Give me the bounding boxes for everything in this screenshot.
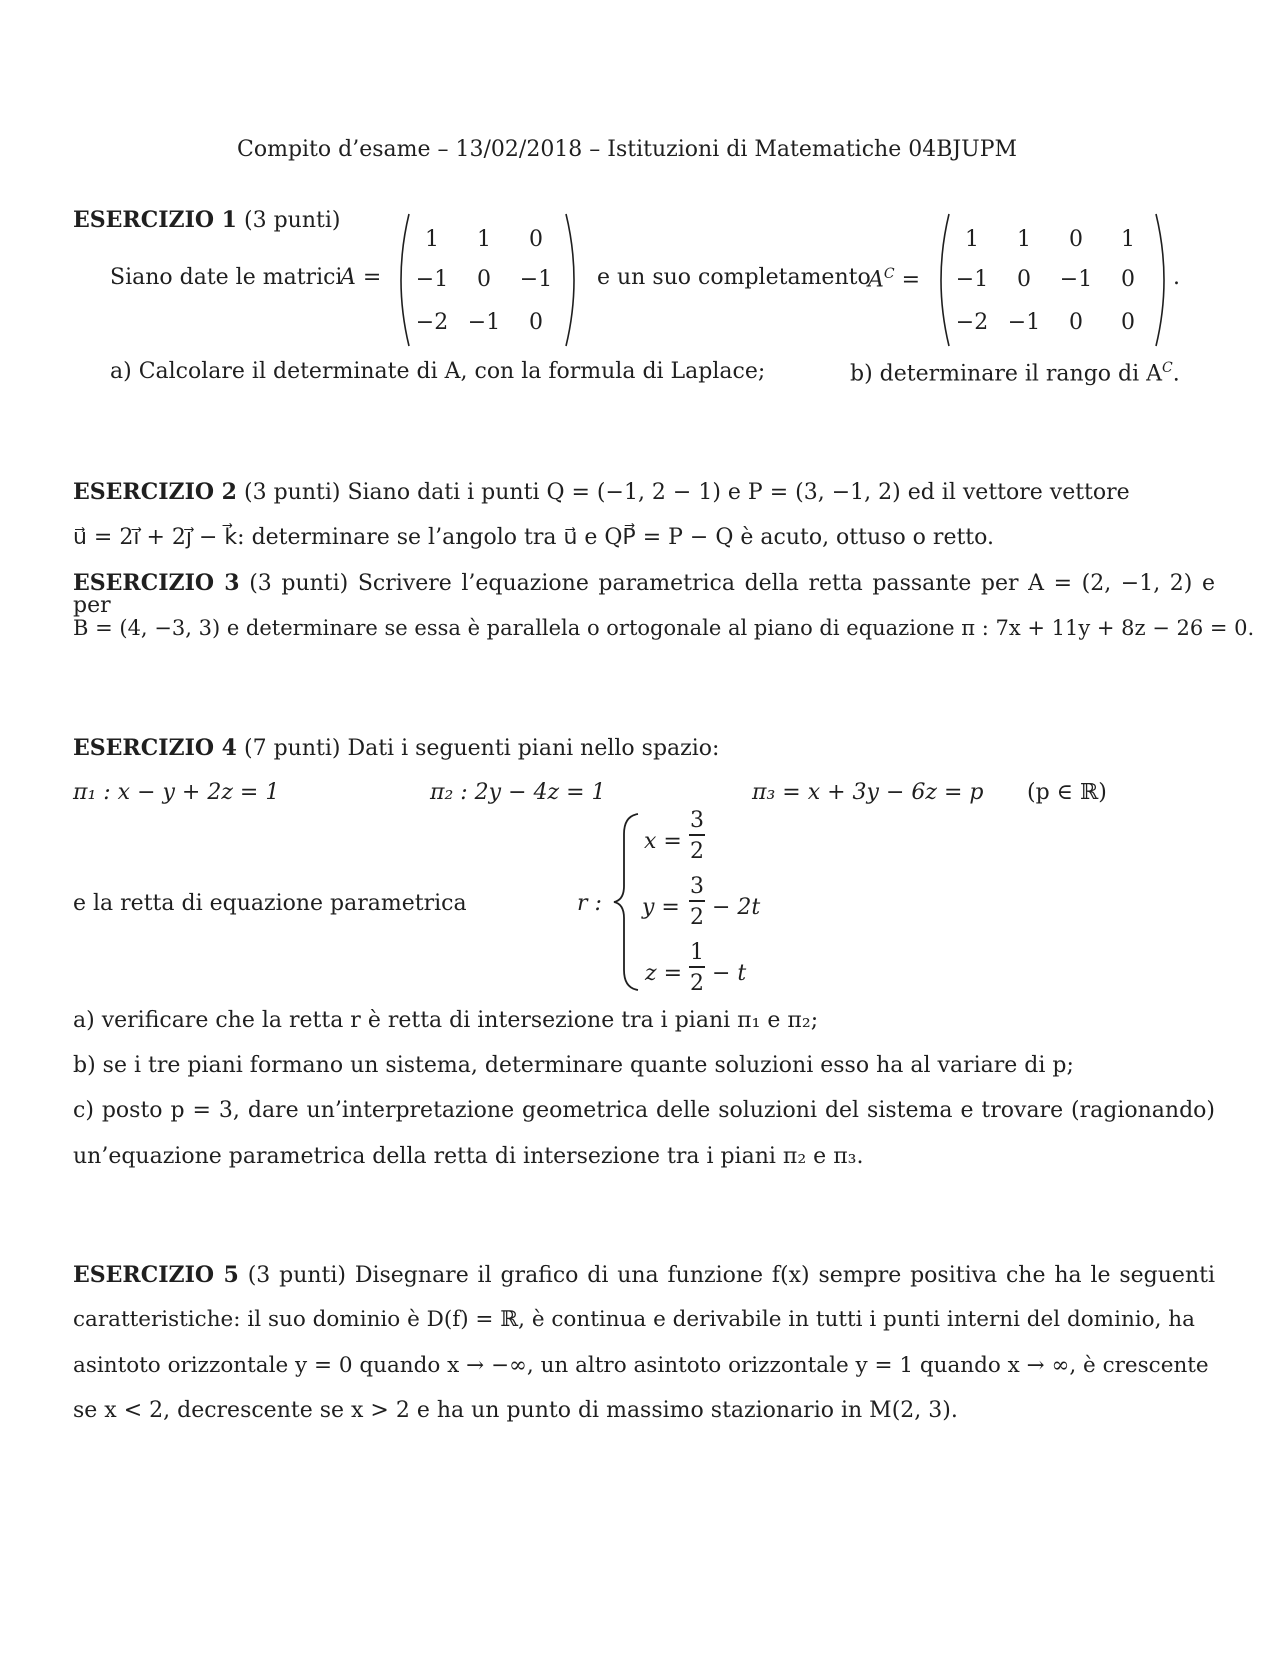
system-y-rest: − 2t bbox=[712, 895, 761, 920]
matrix-a-equals: A = bbox=[340, 265, 382, 290]
matrix-ac-cell-2-2: 0 bbox=[1069, 310, 1083, 335]
matrix-ac-cell-1-0: −1 bbox=[955, 267, 989, 292]
matrix-ac-cell-0-2: 0 bbox=[1069, 227, 1083, 252]
system-x-num: 3 bbox=[690, 808, 704, 833]
system-z-num: 1 bbox=[690, 940, 704, 965]
system-z-lhs: z = bbox=[645, 961, 683, 986]
matrix-a-cell-2-1: −1 bbox=[467, 310, 501, 335]
matrix-a-cell-1-2: −1 bbox=[519, 267, 553, 292]
exercise-1-task-a: a) Calcolare il determinate di A, con la formula di Laplace; bbox=[110, 359, 766, 384]
matrix-a-cell-1-0: −1 bbox=[415, 267, 449, 292]
exercise-1-middle: e un suo completamento bbox=[597, 265, 871, 290]
exercise-4-line-text: e la retta di equazione parametrica bbox=[73, 891, 467, 916]
system-z-rest: − t bbox=[712, 961, 747, 986]
page-title: Compito d’esame – 13/02/2018 – Istituzioni di Matematiche 04BJUPM bbox=[237, 137, 1018, 162]
system-y-den: 2 bbox=[690, 905, 704, 930]
matrix-ac-cell-1-3: 0 bbox=[1121, 267, 1135, 292]
matrix-ac-cell-2-1: −1 bbox=[1007, 310, 1041, 335]
exercise-4-intro: ESERCIZIO 4 (7 punti) Dati i seguenti piani nello spazio: bbox=[73, 735, 720, 761]
system-x-den: 2 bbox=[690, 839, 704, 864]
exercise-1-task-b: b) determinare il rango di $A^C$. bbox=[850, 360, 1180, 387]
exercise-5-line-1: ESERCIZIO 5 (3 punti) Disegnare il grafico di una funzione f(x) sempre positiva che ha le seguenti bbox=[73, 1262, 1215, 1288]
matrix-ac bbox=[935, 210, 1170, 350]
exercise-4-task-a: a) verificare che la retta r è retta di intersezione tra i piani π₁ e π₂; bbox=[73, 1008, 819, 1033]
matrix-ac-cell-0-1: 1 bbox=[1017, 227, 1031, 252]
matrix-ac-cell-1-1: 0 bbox=[1017, 267, 1031, 292]
matrix-ac-equals: $A^C$ = bbox=[868, 266, 921, 293]
plane-pi2: π₂ : 2y − 4z = 1 bbox=[430, 780, 606, 805]
exercise-2-line-1: ESERCIZIO 2 (3 punti) Siano dati i punti Q = (−1, 2 − 1) e P = (3, −1, 2) ed il vettore vettore bbox=[73, 479, 1130, 505]
system-y-lhs: y = bbox=[642, 895, 680, 920]
system-y-num: 3 bbox=[690, 874, 704, 899]
system-z-bar bbox=[689, 966, 705, 968]
exercise-4-task-c-line-2: un’equazione parametrica della retta di intersezione tra i piani π₂ e π₃. bbox=[73, 1144, 864, 1169]
matrix-ac-cell-0-0: 1 bbox=[965, 227, 979, 252]
matrix-a-cell-0-2: 0 bbox=[529, 227, 543, 252]
exercise-5-line-2: caratteristiche: il suo dominio è D(f) = ℝ, è continua e derivabile in tutti i punti interni del dominio, ha bbox=[73, 1307, 1195, 1332]
exercise-1-intro: Siano date le matrici bbox=[110, 265, 343, 290]
exercise-4-label: ESERCIZIO 4 bbox=[73, 735, 237, 761]
exercise-1-points: (3 punti) bbox=[244, 208, 341, 233]
system-y-bar bbox=[689, 900, 705, 902]
exercise-5-label: ESERCIZIO 5 bbox=[73, 1262, 239, 1288]
matrix-ac-cell-2-3: 0 bbox=[1121, 310, 1135, 335]
matrix-a-cell-0-0: 1 bbox=[425, 227, 439, 252]
exercise-4-task-b: b) se i tre piani formano un sistema, determinare quante soluzioni esso ha al variare di p; bbox=[73, 1053, 1074, 1078]
exercise-5-line-3: asintoto orizzontale y = 0 quando x → −∞, un altro asintoto orizzontale y = 1 quando x → ∞, è crescente bbox=[73, 1353, 1209, 1378]
plane-parameter: (p ∈ ℝ) bbox=[1027, 780, 1107, 805]
exercise-3-line-2: B = (4, −3, 3) e determinare se essa è parallela o ortogonale al piano di equazione π : 7x + 11y + 8z − 26 = 0. bbox=[73, 616, 1255, 640]
exercise-2-line-2: u⃗ = 2i⃗ + 2j⃗ − k⃗: determinare se l’angolo tra u⃗ e QP⃗ = P − Q è acuto, ottuso o retto. bbox=[73, 525, 994, 550]
matrix-a-cell-1-1: 0 bbox=[477, 267, 491, 292]
system-x-lhs: x = bbox=[644, 829, 682, 854]
matrix-ac-cell-1-2: −1 bbox=[1059, 267, 1093, 292]
exercise-1-label: ESERCIZIO 1 bbox=[73, 207, 237, 233]
matrix-a-cell-0-1: 1 bbox=[477, 227, 491, 252]
exercise-5-line-4: se x < 2, decrescente se x > 2 e ha un punto di massimo stazionario in M(2, 3). bbox=[73, 1398, 958, 1423]
exercise-3-line-1: ESERCIZIO 3 (3 punti) Scrivere l’equazione parametrica della retta passante per A = (2, −1, 2) e per bbox=[73, 570, 1215, 618]
exercise-4-task-c-line-1: c) posto p = 3, dare un’interpretazione geometrica delle soluzioni del sistema e trovare (ragionando) bbox=[73, 1098, 1215, 1123]
matrix-a bbox=[395, 210, 580, 350]
exercise-3-label: ESERCIZIO 3 bbox=[73, 570, 240, 596]
exercise-2-label: ESERCIZIO 2 bbox=[73, 479, 237, 505]
plane-pi1: π₁ : x − y + 2z = 1 bbox=[73, 780, 280, 805]
line-r-label: r : bbox=[577, 891, 602, 916]
exercise-1-heading bbox=[73, 209, 340, 232]
matrix-a-cell-2-0: −2 bbox=[415, 310, 449, 335]
matrix-ac-cell-0-3: 1 bbox=[1121, 227, 1135, 252]
exercise-1-end-dot: . bbox=[1173, 265, 1180, 290]
system-z-den: 2 bbox=[690, 971, 704, 996]
plane-pi3: π₃ = x + 3y − 6z = p bbox=[752, 780, 984, 805]
system-x-bar bbox=[689, 834, 705, 836]
matrix-ac-cell-2-0: −2 bbox=[955, 310, 989, 335]
matrix-a-cell-2-2: 0 bbox=[529, 310, 543, 335]
